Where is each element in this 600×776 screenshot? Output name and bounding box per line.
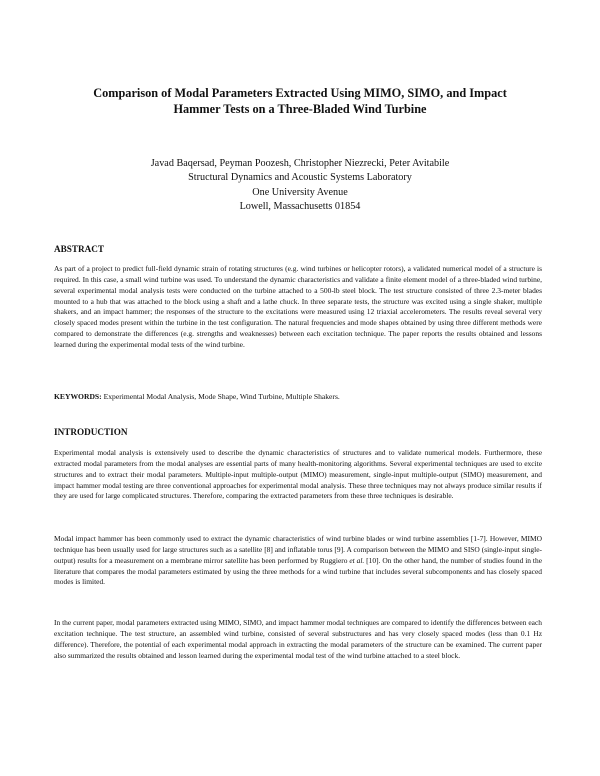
title-line-1: Comparison of Modal Parameters Extracted Using MIMO, SIMO, and Impact (93, 86, 507, 100)
abstract-text: As part of a project to predict full-field dynamic strain of rotating structures (e.g. wind turbines or helicopter rotors), a validated numerical model of a structure is required. In this case, a small wind turbine was used. To understand the dynamic characteristics and validate a finite element model of a three-bladed wind turbine, several experimental modal analysis tests were conducted on the turbine attached to a 500-lb steel block. The test structure consisted of three 2.3-meter blades mounted to a hub that was attached to the block using a shaft and a lathe chuck. In three separate tests, the structure was excited using a single shaker, multiple shakers, and an impact hammer; the responses of the structure to the excitations were measured using 12 triaxial accelerometers. The results reveal several very closely spaced modes present within the turbine in the test configuration. The natural frequencies and mode shapes obtained by using three different methods were compared to demonstrate the differences (e.g. strengths and weaknesses) between each excitation technique. The paper reports the results obtained and lessons learned during the experimental modal tests of the wind turbine. (54, 264, 542, 349)
keywords-line (54, 391, 542, 402)
author-block (40, 157, 560, 214)
intro-paragraph-3: In the current paper, modal parameters extracted using MIMO, SIMO, and impact hammer modal techniques are compared to identify the differences between each excitation technique. The test structure, an assembled wind turbine, consisted of several substructures and has very closely spaced modes (less than 0.1 Hz difference). Therefore, the potential of each experimental modal approach in extracting the modal parameters of the structure can be examined. The current paper also summarized the results obtained and lesson learned during the experimental modal test of the wind turbine attached to a steel block. (54, 618, 542, 660)
intro-paragraph-2 (54, 534, 542, 588)
address-line-2: Lowell, Massachusetts 01854 (239, 200, 361, 212)
intro-p2-italic: et al. (349, 555, 365, 565)
title-line-2: Hammer Tests on a Three-Bladed Wind Turbine (173, 101, 427, 116)
intro-paragraph-1: Experimental modal analysis is extensively used to describe the dynamic characteristics of structures and to validate numerical models. Furthermore, these extracted modal parameters from the modal analyses are essential parts of many health-monitoring algorithms. Several experimental techniques are used to excite structures and to extract their modal parameters. Multiple-input multiple-output (MIMO) measurement, single-input multiple-output (SIMO) measurement, and impact hammer modal testing are three conventional approaches for experimental modal analysis. These three techniques may not always produce similar results if they are used for large complicated structures. Therefore, comparing the extracted parameters from these three techniques is desirable. (54, 448, 542, 501)
paper-title (40, 86, 560, 117)
introduction-heading: INTRODUCTION (54, 427, 128, 437)
intro-p2-text-a: Modal impact hammer has been commonly used to extract the dynamic characteristics of wind turbine blades or wind turbine assemblies [1-7]. However, MIMO technique has been usually used for large structures such as a satellite [8] and inflatable torus [9]. A comparison between the MIMO and SISO (single-input single-output) results for a measurement on a membrane mirror satellite has been performed by Ruggiero (54, 534, 542, 565)
affiliation: Structural Dynamics and Acoustic Systems Laboratory (188, 172, 412, 184)
address-line-1: One University Avenue (252, 186, 348, 198)
abstract-heading: ABSTRACT (54, 244, 105, 254)
intro-p2-text-b: [10]. On the other hand, the number of studies found in the literature that compares the modal parameters estimated by using the three methods for a wind turbine that includes several subcomponents and has closely spaced modes is limited. (54, 555, 543, 587)
keywords-text: Experimental Modal Analysis, Mode Shape, Wind Turbine, Multiple Shakers. (101, 392, 340, 401)
keywords-label: KEYWORDS: (54, 392, 102, 401)
author-names: Javad Baqersad, Peyman Poozesh, Christopher Niezrecki, Peter Avitabile (150, 158, 450, 169)
